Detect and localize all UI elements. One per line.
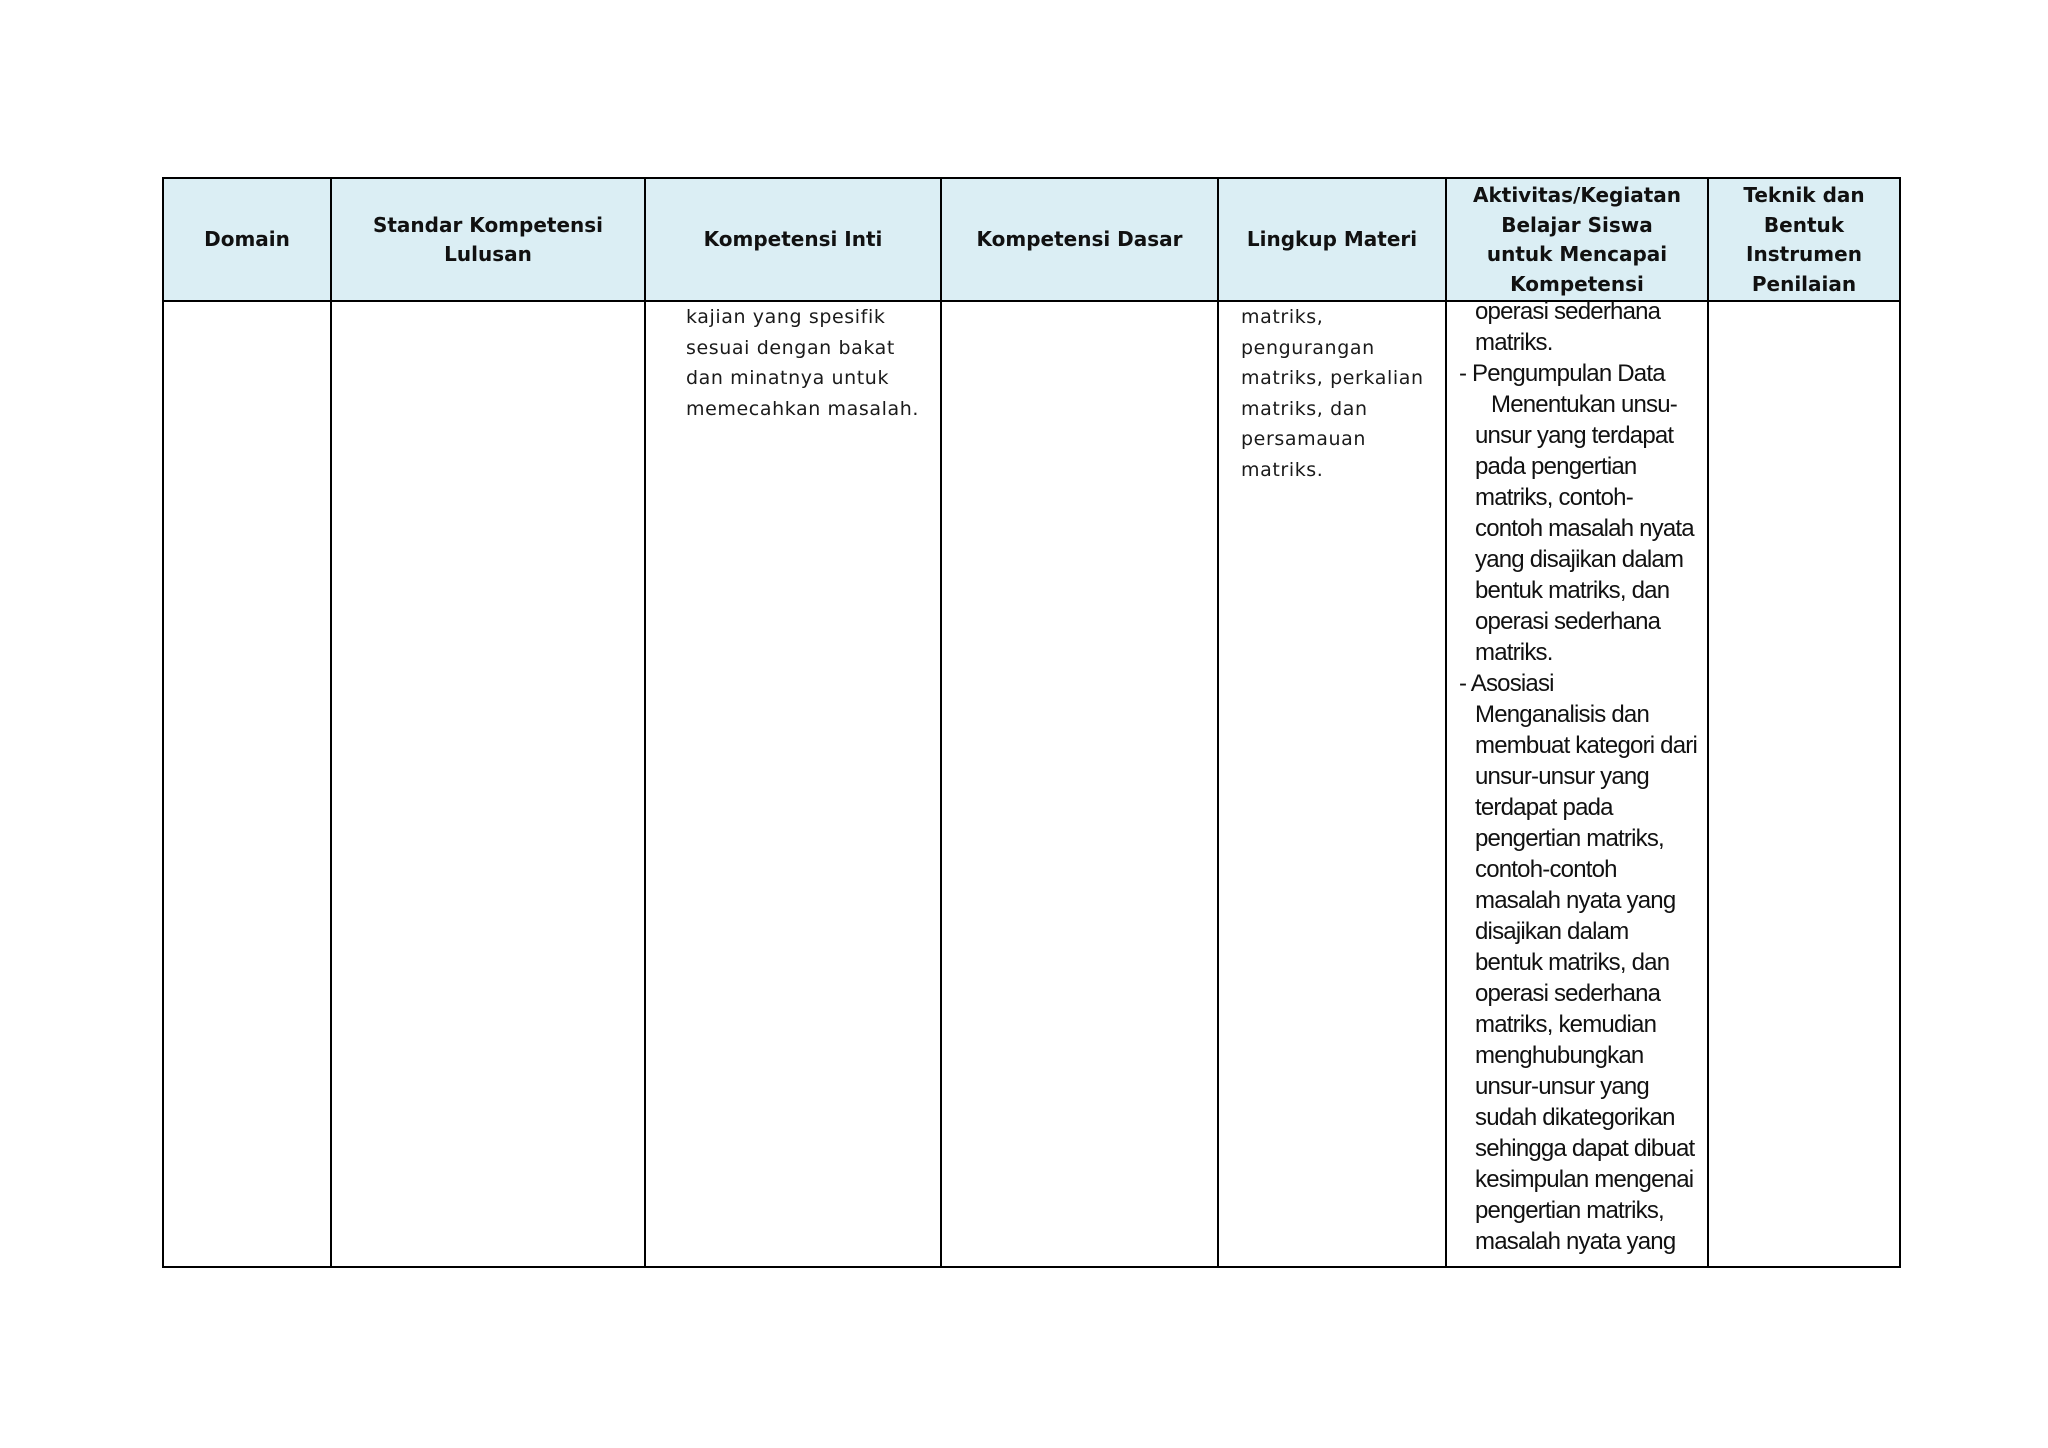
cell-lingkup-materi — [1218, 301, 1446, 1267]
aktivitas-line: pada pengertian — [1475, 453, 1637, 480]
text-line: kajian yang spesifik — [686, 306, 886, 328]
aktivitas-line: bentuk matriks, dan — [1475, 577, 1670, 604]
text-line: Instrumen — [1746, 242, 1862, 266]
cell-kompetensi-inti — [645, 301, 941, 1267]
aktivitas-line: terdapat pada — [1475, 794, 1613, 821]
cell-teknik-bentuk-instrumen — [1708, 301, 1900, 1267]
aktivitas-line: bentuk matriks, dan — [1475, 949, 1670, 976]
text-line: memecahkan masalah. — [686, 397, 920, 420]
cell-aktivitas-kegiatan — [1446, 298, 1708, 1267]
aktivitas-line: - Asosiasi — [1459, 670, 1554, 697]
text-line: Penilaian — [1751, 271, 1857, 296]
aktivitas-line: pengertian matriks, — [1475, 825, 1664, 852]
text-line: pengurangan — [1241, 336, 1375, 359]
table-body — [163, 298, 1900, 1267]
header-lingkup-materi — [1218, 178, 1446, 301]
text-line: Kompetensi Inti — [703, 227, 883, 251]
header-teknik-bentuk-instrumen — [1708, 178, 1900, 301]
cell-domain — [163, 301, 331, 1267]
cell-standar-kompetensi-lulusan — [331, 301, 645, 1267]
text-line: untuk Mencapai — [1486, 242, 1668, 266]
text-line: dan minatnya untuk — [686, 367, 890, 390]
aktivitas-line: operasi sederhana — [1475, 980, 1661, 1007]
aktivitas-line: menghubungkan — [1475, 1042, 1644, 1069]
text-line: Kompetensi — [1510, 271, 1644, 296]
text-line: sesuai dengan bakat — [686, 336, 895, 359]
kompetensi-inti-text — [646, 302, 940, 424]
aktivitas-kegiatan-text — [1447, 296, 1707, 1257]
text-line: Aktivitas/Kegiatan — [1472, 183, 1682, 207]
aktivitas-line: Menentukan unsu- — [1491, 391, 1677, 418]
aktivitas-line: pengertian matriks, — [1475, 1197, 1664, 1224]
aktivitas-line: sehingga dapat dibuat — [1475, 1135, 1695, 1162]
header-standar-kompetensi-lulusan — [331, 178, 645, 301]
text-line: Lulusan — [444, 241, 532, 266]
aktivitas-line: yang disajikan dalam — [1475, 546, 1684, 573]
aktivitas-line: membuat kategori dari — [1475, 732, 1697, 759]
aktivitas-line: operasi sederhana — [1475, 298, 1661, 325]
aktivitas-line: contoh-contoh — [1475, 856, 1617, 883]
text-line: persamauan — [1241, 428, 1366, 451]
text-line: matriks, — [1241, 306, 1324, 328]
text-line: matriks, dan — [1241, 397, 1368, 420]
curriculum-table — [162, 177, 1901, 1268]
aktivitas-line: matriks, kemudian — [1475, 1011, 1657, 1038]
text-line: Standar Kompetensi — [372, 212, 604, 237]
aktivitas-line: matriks. — [1475, 639, 1553, 666]
aktivitas-line: matriks, contoh- — [1475, 484, 1633, 511]
header-row — [163, 178, 1900, 301]
text-line: matriks, perkalian — [1241, 367, 1424, 390]
aktivitas-line: Menganalisis dan — [1475, 701, 1649, 728]
lingkup-materi-text — [1219, 302, 1445, 486]
aktivitas-line: matriks. — [1475, 329, 1553, 356]
table-row — [163, 301, 1900, 1267]
aktivitas-line: kesimpulan mengenai — [1475, 1166, 1694, 1193]
aktivitas-line: sudah dikategorikan — [1475, 1104, 1675, 1131]
header-domain — [163, 178, 331, 301]
header-kompetensi-inti — [645, 178, 941, 301]
text-line: Belajar Siswa — [1501, 212, 1653, 237]
header-kompetensi-dasar — [941, 178, 1218, 301]
aktivitas-line: unsur-unsur yang — [1475, 763, 1649, 790]
cell-kompetensi-dasar — [941, 301, 1218, 1267]
aktivitas-line: masalah nyata yang — [1475, 1228, 1676, 1255]
aktivitas-line: operasi sederhana — [1475, 608, 1661, 635]
text-line: Lingkup Materi — [1246, 227, 1418, 251]
aktivitas-line: unsur yang terdapat — [1475, 422, 1674, 449]
aktivitas-line: contoh masalah nyata — [1475, 515, 1694, 542]
aktivitas-line: - Pengumpulan Data — [1459, 360, 1665, 387]
text-line: Domain — [204, 227, 290, 251]
header-aktivitas-kegiatan — [1446, 178, 1708, 301]
aktivitas-line: disajikan dalam — [1475, 918, 1629, 945]
text-line: Kompetensi Dasar — [976, 227, 1183, 251]
text-line: Teknik dan — [1743, 183, 1865, 207]
text-line: matriks. — [1241, 458, 1324, 481]
text-line: Bentuk — [1763, 212, 1845, 237]
aktivitas-line: masalah nyata yang — [1475, 887, 1676, 914]
table-header — [163, 178, 1900, 301]
aktivitas-line: unsur-unsur yang — [1475, 1073, 1649, 1100]
